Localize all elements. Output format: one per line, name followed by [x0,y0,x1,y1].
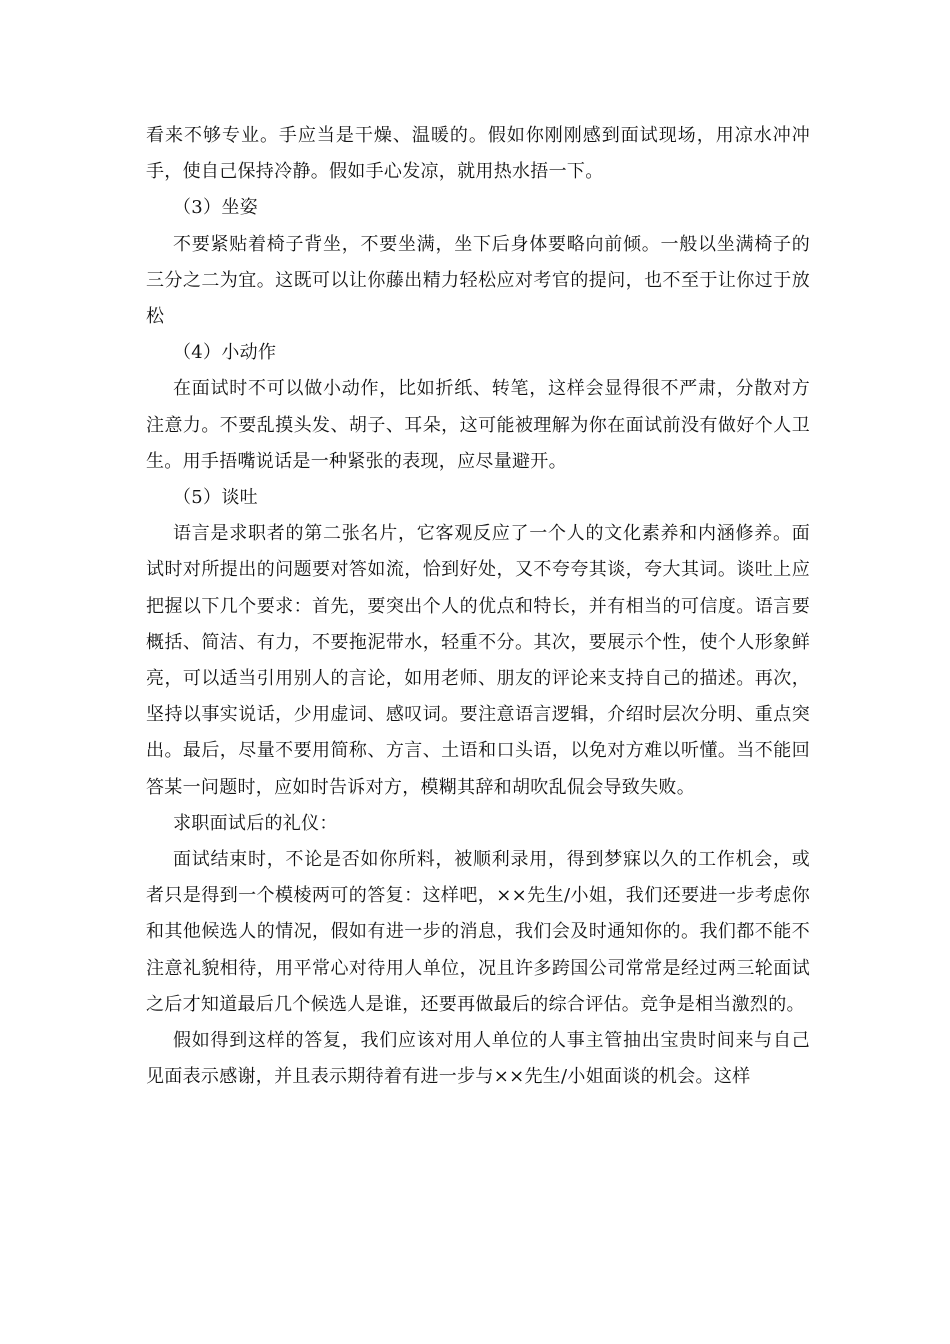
section-heading-sitting-posture: （3）坐姿 [173,197,258,219]
paragraph-post-interview: 面试结束时，不论是否如你所料，被顺利录用，得到梦寐以久的工作机会，或者只是得到一个模棱两可的答复：这样吧，××先生/小姐，我们还要进一步考虑你和其他候选人的情况，假如有进一步的消息，我们会及时通知你的。我们都不能不注意礼貌相待，用平常心对待用人单位，况且许多跨国公司常常是经过两三轮面试之后才知道最后几个候选人是谁，还要再做最后的综合评估。竞争是相当激烈的。 [146,849,810,1015]
paragraph-small-gestures: 在面试时不可以做小动作，比如折纸、转笔，这样会显得很不严肃，分散对方注意力。不要乱摸头发、胡子、耳朵，这可能被理解为你在面试前没有做好个人卫生。用手捂嘴说话是一种紧张的表现，应尽量避开。 [146,378,810,472]
section-heading-post-interview: 求职面试后的礼仪： [173,812,338,834]
section-heading-small-gestures: （4）小动作 [173,342,277,364]
section-heading-speech: （5）谈吐 [173,487,258,509]
paragraph-speech: 语言是求职者的第二张名片，它客观反应了一个人的文化素养和内涵修养。面试时对所提出的问题要对答如流，恰到好处，又不夸夸其谈，夸大其词。谈吐上应把握以下几个要求：首先，要突出个人的优点和特长，并有相当的可信度。语言要概括、简洁、有力，不要拖泥带水，轻重不分。其次，要展示个性，使个人形象鲜亮，可以适当引用别人的言论，如用老师、朋友的评论来支持自己的描述。再次，坚持以事实说话，少用虚词、感叹词。要注意语言逻辑，介绍时层次分明、重点突出。最后，尽量不要用简称、方言、土语和口头语，以免对方难以听懂。当不能回答某一问题时，应如时告诉对方，模糊其辞和胡吹乱侃会导致失败。 [146,523,810,798]
paragraph-continued: 看来不够专业。手应当是干燥、温暖的。假如你刚刚感到面试现场，用凉水冲冲手，使自己保持冷静。假如手心发凉，就用热水捂一下。 [146,125,810,183]
paragraph-sitting-posture: 不要紧贴着椅子背坐，不要坐满，坐下后身体要略向前倾。一般以坐满椅子的三分之二为宜。这既可以让你藤出精力轻松应对考官的提问，也不至于让你过于放松 [146,233,810,328]
paragraph-thank-reply: 假如得到这样的答复，我们应该对用人单位的人事主管抽出宝贵时间来与自己见面表示感谢，并且表示期待着有进一步与××先生/小姐面谈的机会。这样 [146,1030,810,1088]
document-body [146,118,810,1095]
